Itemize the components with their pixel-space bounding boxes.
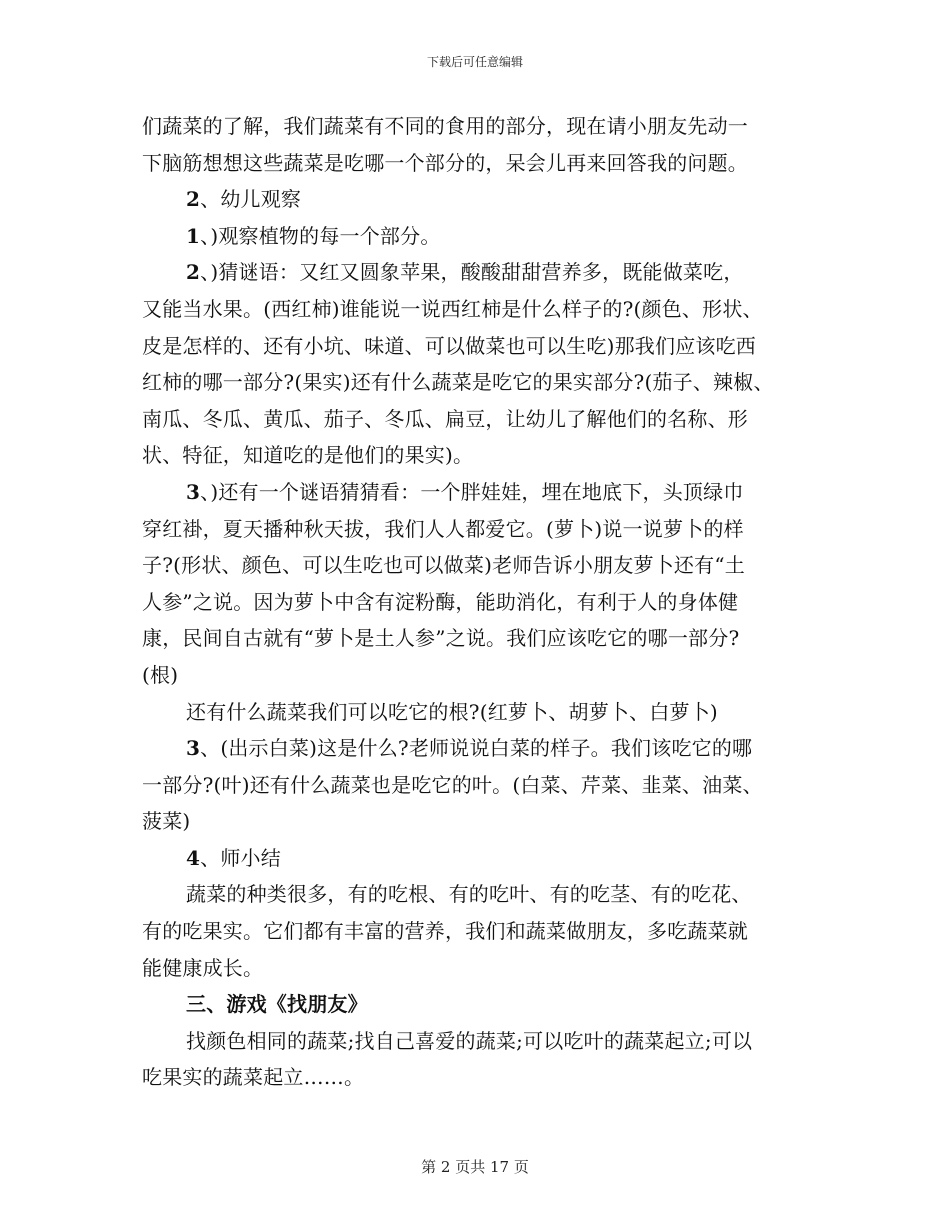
line-text: 还有什么蔬菜我们可以吃它的根?(红萝卜、胡萝卜、白萝卜) xyxy=(186,699,718,724)
item-number: 3 xyxy=(186,736,201,761)
text-line xyxy=(142,364,822,401)
document-body xyxy=(142,108,822,1096)
text-line xyxy=(142,401,822,438)
line-text: 一部分?(叶)还有什么蔬菜也是吃它的叶。(白菜、芹菜、韭菜、油菜、 xyxy=(142,772,763,797)
line-text: 人参”之说。因为萝卜中含有淀粉酶，能助消化，有利于人的身体健 xyxy=(142,589,739,614)
line-text: 康，民间自古就有“萝卜是土人参”之说。我们应该吃它的哪一部分? xyxy=(142,626,740,651)
line-text: 状、特征，知道吃的是他们的果实)。 xyxy=(142,443,474,468)
line-text: 蔬菜的种类很多，有的吃根、有的吃叶、有的吃茎、有的吃花、 xyxy=(186,882,752,907)
line-text: 、)观察植物的每一个部分。 xyxy=(200,223,441,248)
line-text: 吃果实的蔬菜起立……。 xyxy=(142,1065,365,1090)
item-number: 4 xyxy=(186,845,201,870)
line-text: 们蔬菜的了解，我们蔬菜有不同的食用的部分，现在请小朋友先动一 xyxy=(142,114,748,138)
line-text: 三、游戏《找朋友》 xyxy=(186,992,368,1017)
text-line xyxy=(142,694,822,731)
line-text: 找颜色相同的蔬菜;找自己喜爱的蔬菜;可以吃叶的蔬菜起立;可以 xyxy=(186,1028,753,1053)
line-text: 穿红褂，夏天播种秋天拔，我们人人都爱它。(萝卜)说一说萝卜的样 xyxy=(142,516,744,541)
text-line xyxy=(142,1059,822,1096)
text-line xyxy=(142,145,822,182)
text-line xyxy=(142,1023,822,1060)
line-text: 、(出示白菜)这是什么?老师说说白菜的样子。我们该吃它的哪 xyxy=(200,736,753,761)
line-text: 菠菜) xyxy=(142,809,191,834)
item-number: 3 xyxy=(186,479,201,504)
text-line xyxy=(142,840,822,877)
text-line xyxy=(142,254,822,291)
text-line xyxy=(142,803,822,840)
text-line xyxy=(142,730,822,767)
text-line xyxy=(142,218,822,255)
line-text: 南瓜、冬瓜、黄瓜、茄子、冬瓜、扁豆，让幼儿了解他们的名称、形 xyxy=(142,406,748,431)
text-line xyxy=(142,620,822,657)
text-line xyxy=(142,584,822,621)
line-text: 、幼儿观察 xyxy=(200,187,302,212)
line-text: 、)还有一个谜语猜猜看：一个胖娃娃，埋在地底下，头顶绿巾 xyxy=(200,479,744,504)
text-line xyxy=(142,108,822,145)
text-line xyxy=(142,986,822,1023)
text-line xyxy=(142,474,822,511)
line-text: (根) xyxy=(142,662,179,687)
line-text: 红柿的哪一部分?(果实)还有什么蔬菜是吃它的果实部分?(茄子、辣椒、 xyxy=(142,370,774,395)
line-text: 、师小结 xyxy=(200,845,281,870)
text-line xyxy=(142,767,822,804)
item-number: 2 xyxy=(186,260,201,285)
line-text: 下脑筋想想这些蔬菜是吃哪一个部分的，呆会儿再来回答我的问题。 xyxy=(142,150,748,175)
page-header: 下载后可任意编辑 xyxy=(426,55,523,69)
item-number: 1 xyxy=(186,223,201,248)
text-line xyxy=(142,913,822,950)
text-line xyxy=(142,876,822,913)
text-line xyxy=(142,291,822,328)
line-text: 能健康成长。 xyxy=(142,955,264,980)
text-line xyxy=(142,437,822,474)
text-line xyxy=(142,657,822,694)
line-text: 又能当水果。(西红柿)谁能说一说西红柿是什么样子的?(颜色、形状、 xyxy=(142,296,763,321)
line-text: 皮是怎样的、还有小坑、味道、可以做菜也可以生吃)那我们应该吃西 xyxy=(142,333,757,358)
text-line xyxy=(142,181,822,218)
line-text: 子?(形状、颜色、可以生吃也可以做菜)老师告诉小朋友萝卜还有“土 xyxy=(142,553,745,578)
line-text: 、)猜谜语：又红又圆象苹果，酸酸甜甜营养多，既能做菜吃， xyxy=(200,260,744,285)
item-number: 2 xyxy=(186,187,201,212)
line-text: 有的吃果实。它们都有丰富的营养，我们和蔬菜做朋友，多吃蔬菜就 xyxy=(142,919,748,944)
text-line xyxy=(142,950,822,987)
text-line xyxy=(142,511,822,548)
page-footer: 第 2 页共 17 页 xyxy=(421,1158,529,1176)
text-line xyxy=(142,328,822,365)
text-line xyxy=(142,547,822,584)
